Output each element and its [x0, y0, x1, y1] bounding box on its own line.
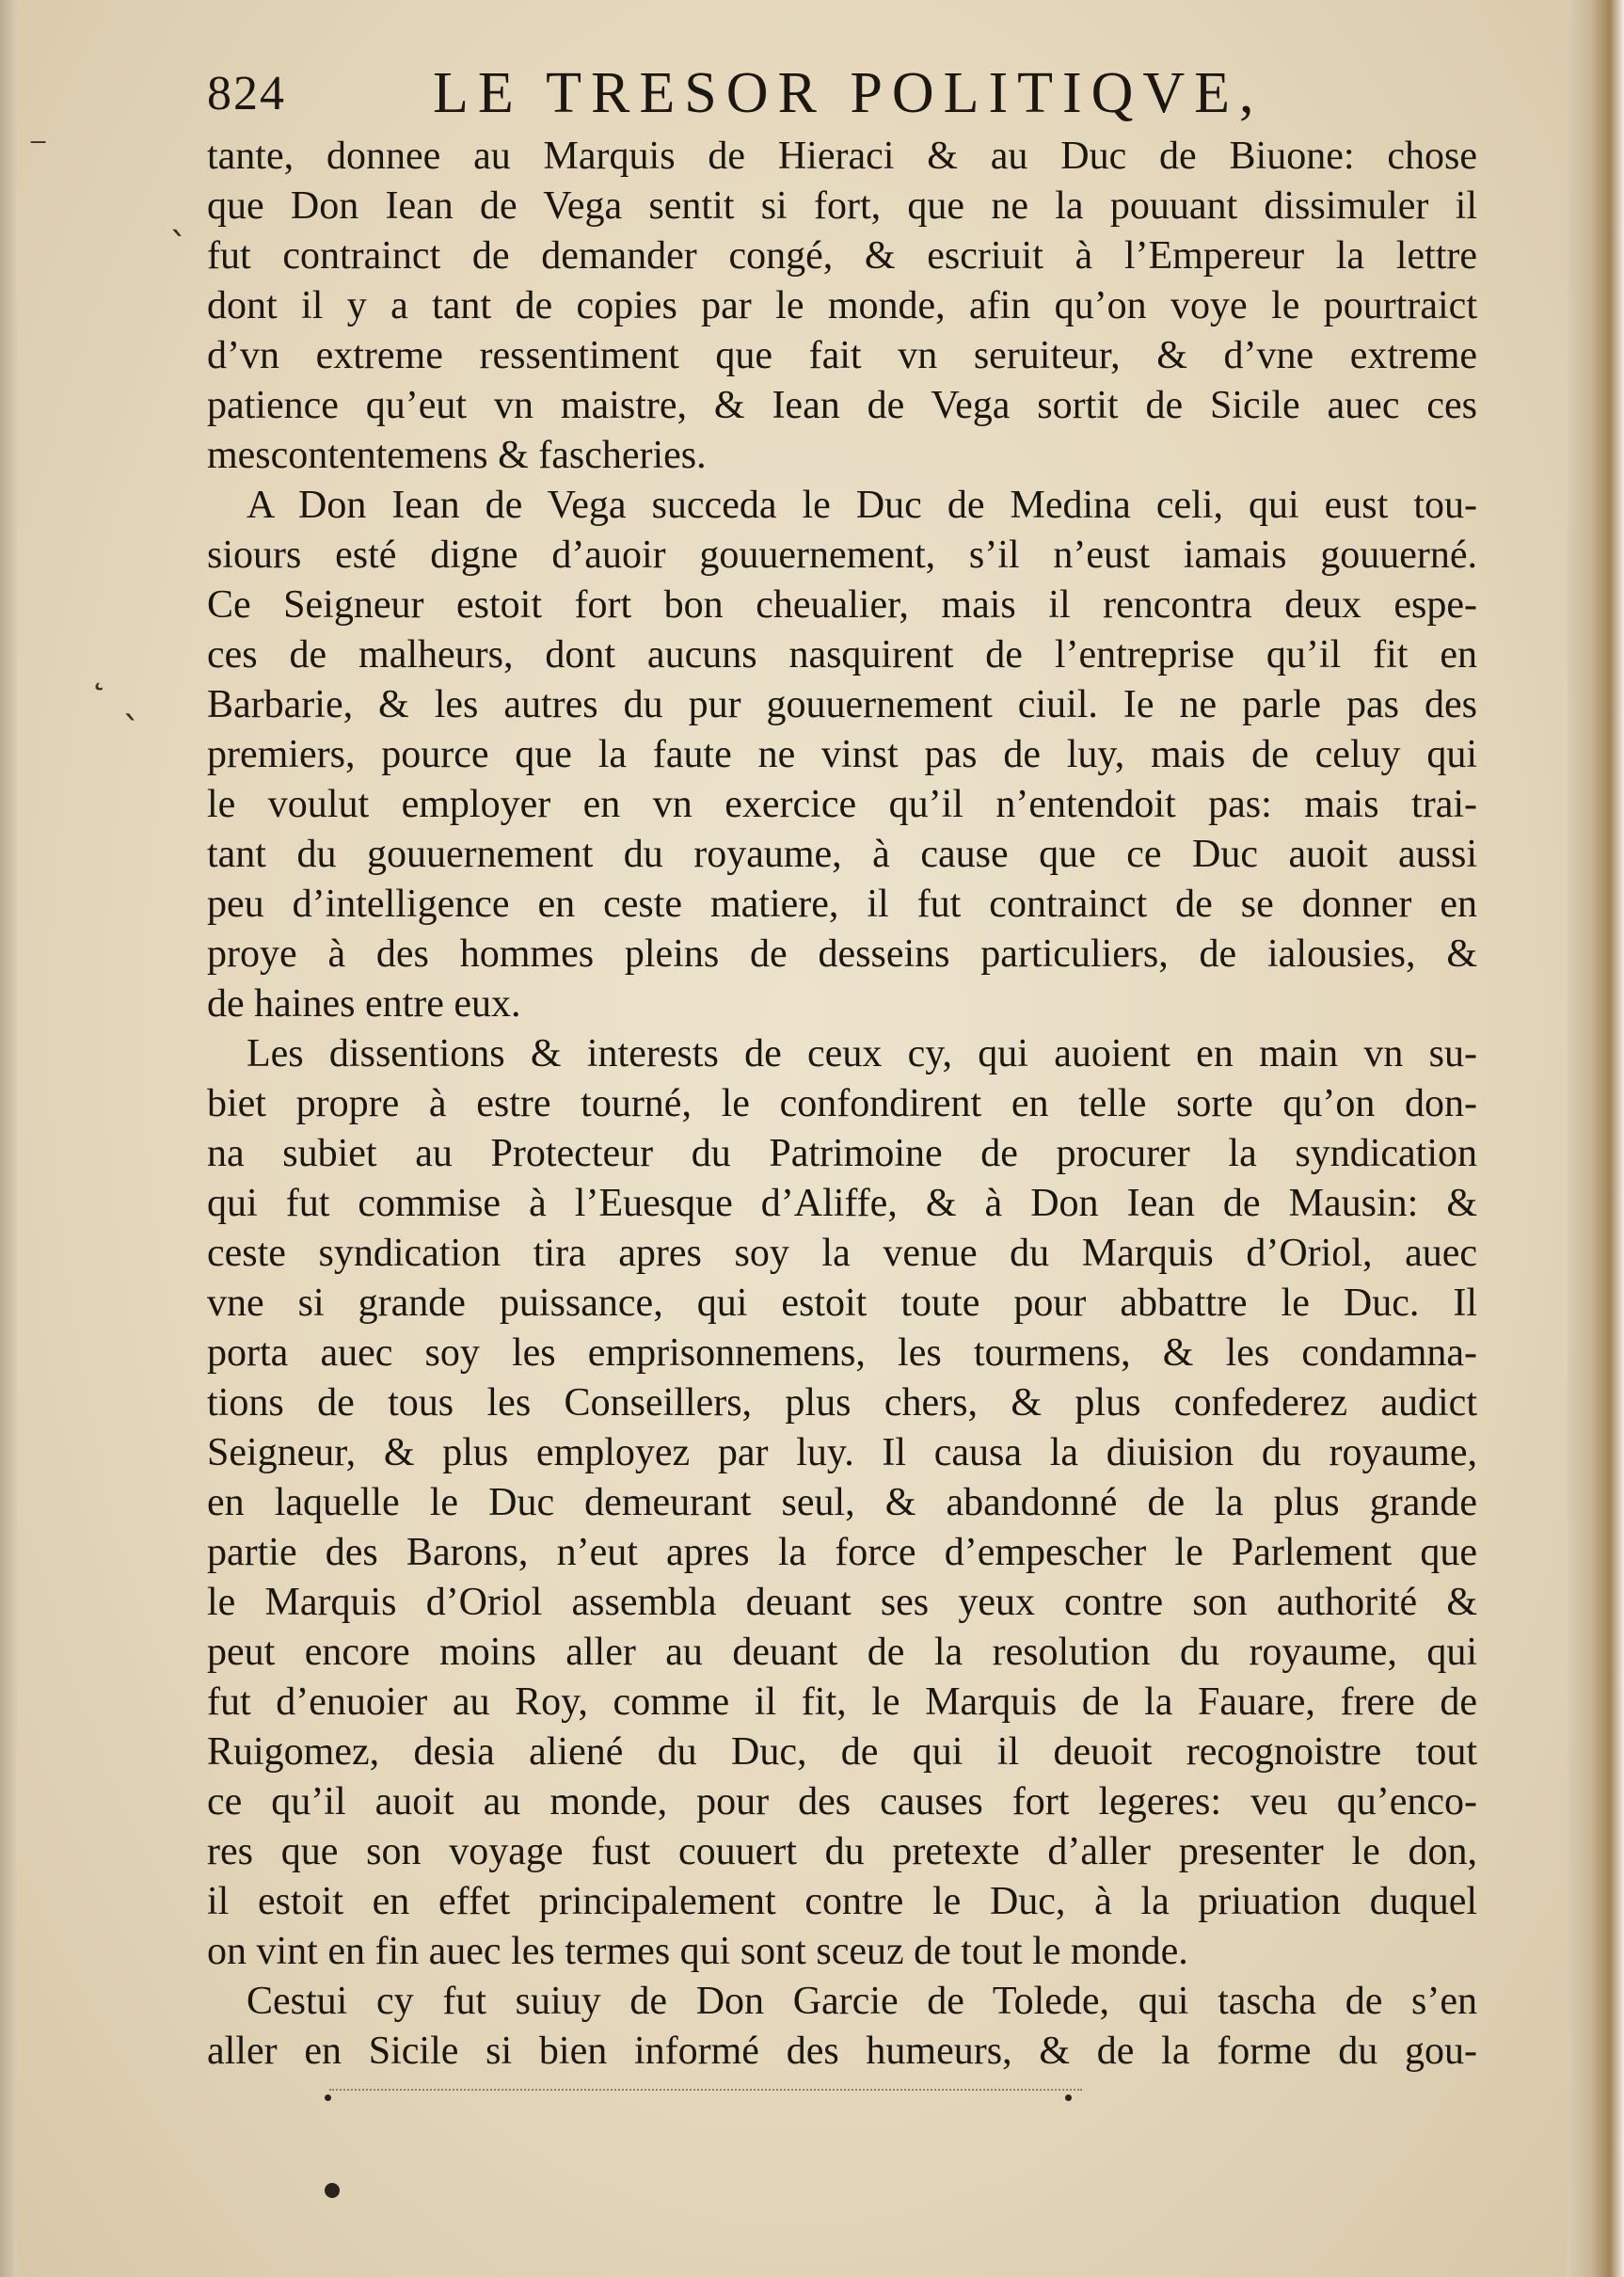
text-line: tant du gouuernement du royaume, à cause que ce Duc auoit aussi: [207, 833, 1477, 876]
text-line: qui fut commise à l’Euesque d’Aliffe, & à Don Iean de Mausin: &: [207, 1182, 1477, 1225]
text-line: A Don Iean de Vega succeda le Duc de Medina celi, qui eust tou-: [247, 484, 1477, 527]
text-line: il estoit en effet principalement contre le Duc, à la priuation duquel: [207, 1880, 1477, 1923]
ink-blot: [1065, 2094, 1072, 2101]
text-line: vne si grande puissance, qui estoit toute pour abbattre le Duc. Il: [207, 1282, 1477, 1325]
text-line: res que son voyage fust couuert du pretexte d’aller presenter le don,: [207, 1830, 1477, 1873]
text-line: peut encore moins aller au deuant de la resolution du royaume, qui: [207, 1631, 1477, 1674]
text-line: que Don Iean de Vega sentit si fort, que ne la pouuant dissimuler il: [207, 184, 1477, 228]
text-line: tante, donnee au Marquis de Hieraci & au Duc de Biuone: chose: [207, 135, 1477, 178]
footer-dots: [329, 2089, 1082, 2100]
text-line: na subiet au Protecteur du Patrimoine de procurer la syndication: [207, 1132, 1477, 1175]
text-line: ce qu’il auoit au monde, pour des causes fort legeres: veu qu’enco-: [207, 1780, 1477, 1823]
text-line: ces de malheurs, dont aucuns nasquirent de l’entreprise qu’il fit en: [207, 633, 1477, 677]
text-line: biet propre à estre tourné, le confondirent en telle sorte qu’on don-: [207, 1082, 1477, 1125]
ink-blot: [325, 2094, 331, 2101]
margin-mark-icon: ˛: [89, 649, 108, 693]
text-line: porta auec soy les emprisonnemens, les tourmens, & les condamna-: [207, 1331, 1477, 1375]
text-line: siours esté digne d’auoir gouuernement, s’il n’eust iamais gouuerné.: [207, 533, 1477, 577]
text-line: mescontentemens & fascheries.: [207, 434, 707, 477]
text-line: fut d’enuoier au Roy, comme il fit, le Marquis de la Fauare, frere de: [207, 1680, 1477, 1724]
page-fore-edge: [1568, 0, 1624, 2277]
text-line: d’vn extreme ressentiment que fait vn seruiteur, & d’vne extreme: [207, 334, 1477, 377]
text-line: en laquelle le Duc demeurant seul, & abandonné de la plus grande: [207, 1481, 1477, 1524]
text-line: Barbarie, & les autres du pur gouuernement ciuil. Ie ne parle pas des: [207, 683, 1477, 726]
text-line: premiers, pource que la faute ne vinst pas de luy, mais de celuy qui: [207, 733, 1477, 776]
text-line: ceste syndication tira apres soy la venue du Marquis d’Oriol, auec: [207, 1232, 1477, 1275]
text-line: partie des Barons, n’eut apres la force d’empescher le Parlement que: [207, 1531, 1477, 1574]
text-line: on vint en fin auec les termes qui sont sceuz de tout le monde.: [207, 1930, 1188, 1973]
text-line: Ce Seigneur estoit fort bon cheualier, mais il rencontra deux espe-: [207, 583, 1477, 627]
text-line: proye à des hommes pleins de desseins particuliers, de ialousies, &: [207, 932, 1477, 976]
text-line: aller en Sicile si bien informé des humeurs, & de la forme du gou-: [207, 2030, 1477, 2073]
text-line: Les dissentions & interests de ceux cy, qui auoient en main vn su-: [247, 1032, 1477, 1075]
margin-mark-icon: ⁻: [28, 127, 49, 170]
body-text: [207, 132, 1477, 2077]
text-line: peu d’intelligence en ceste matiere, il fut contrainct de se donner en: [207, 883, 1477, 926]
text-line: Cestui cy fut suiuy de Don Garcie de Tolede, qui tascha de s’en: [247, 1980, 1477, 2023]
text-line: le Marquis d’Oriol assembla deuant ses yeux contre son authorité &: [207, 1581, 1477, 1624]
text-line: patience qu’eut vn maistre, & Iean de Vega sortit de Sicile auec ces: [207, 384, 1477, 427]
page-left-shadow: [0, 0, 17, 2277]
text-line: dont il y a tant de copies par le monde, afin qu’on voye le pourtraict: [207, 284, 1477, 327]
page-header: [207, 56, 1505, 141]
text-line: Seigneur, & plus employez par luy. Il causa la diuision du royaume,: [207, 1431, 1477, 1474]
text-line: fut contrainct de demander congé, & escriuit à l’Empereur la lettre: [207, 234, 1477, 278]
text-line: de haines entre eux.: [207, 982, 521, 1026]
text-line: Ruigomez, desia aliené du Duc, de qui il deuoit recognoistre tout: [207, 1730, 1477, 1774]
text-line: tions de tous les Conseillers, plus chers, & plus confederez audict: [207, 1381, 1477, 1425]
margin-mark-icon: ˋ: [169, 226, 188, 269]
margin-mark-icon: ˎ: [122, 677, 141, 721]
ink-blot: [325, 2183, 340, 2198]
running-title: LE TRESOR POLITIQVE,: [433, 61, 1264, 125]
page-number: 824: [207, 67, 286, 120]
text-line: le voulut employer en vn exercice qu’il n’entendoit pas: mais trai-: [207, 783, 1477, 826]
